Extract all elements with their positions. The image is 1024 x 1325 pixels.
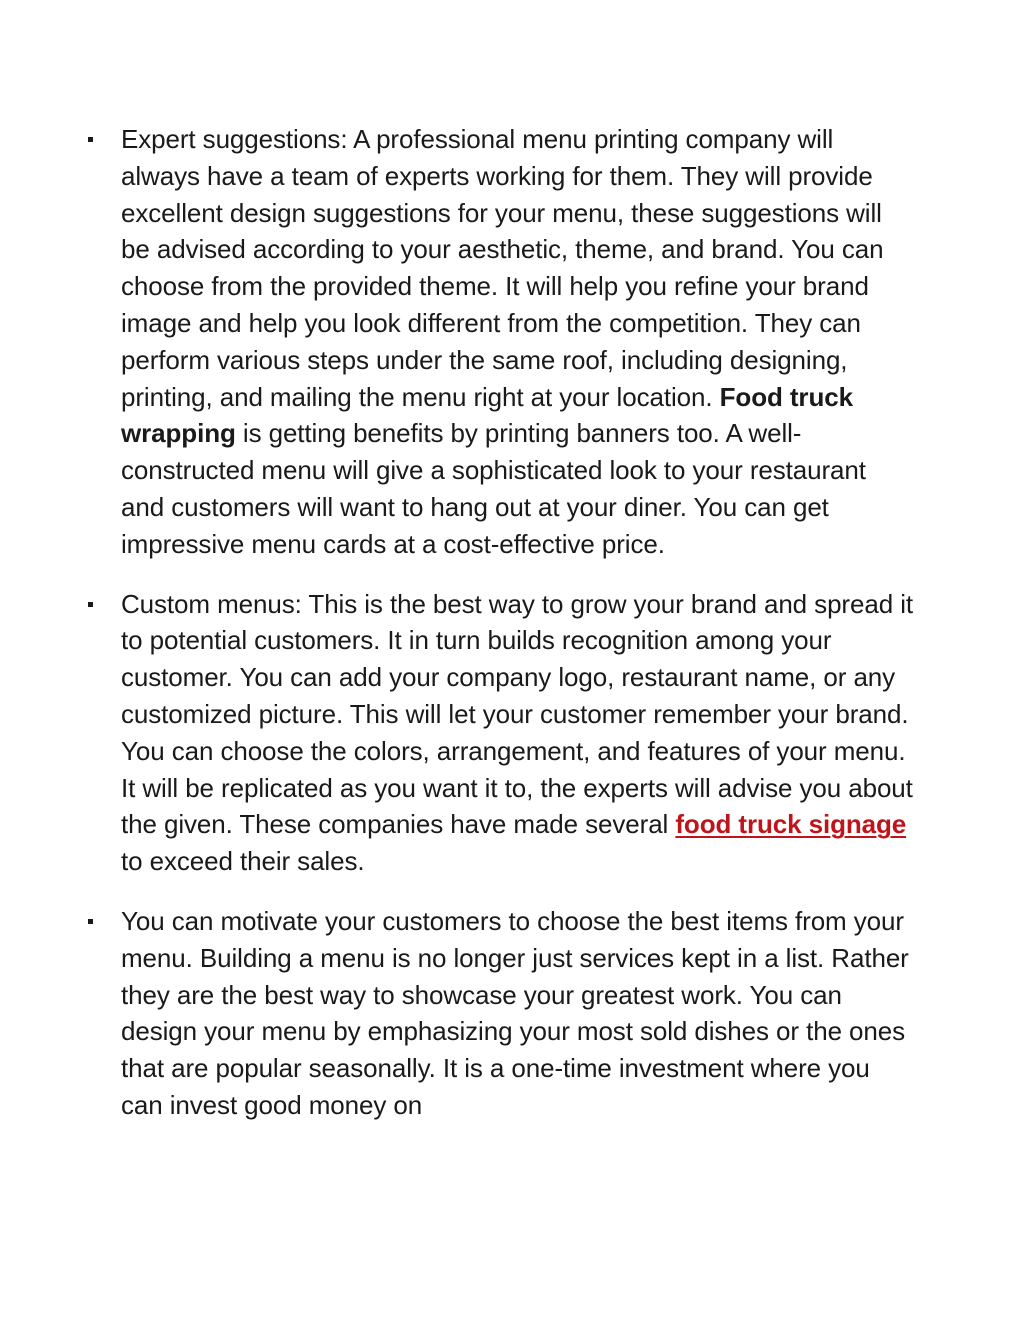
square-bullet-icon (88, 919, 93, 924)
paragraph-text: Expert suggestions: A professional menu printing company will always have a team of experts working for them. They will provide excellent design suggestions for your menu, these suggestions will be advised according to your aesthetic, theme, and brand. You can choose from the provided theme. It will help you refine your brand image and help you look different from the competition. They can perform various steps under the same roof, including designing, printing, and mailing the menu right at your location. (121, 124, 884, 412)
bold-phrase: Food truck wrapping (121, 381, 853, 449)
list-item-custom-menus (86, 586, 916, 880)
food-truck-signage-link[interactable]: food truck signage (675, 809, 907, 840)
paragraph-text: Custom menus: This is the best way to grow your brand and spread it to potential customers. It in turn builds recognition among your customer. You can add your company logo, restaurant name, or any customized picture. This will let your customer remember your brand. You can choose the colors, arrangement, and features of your menu. It will be replicated as you want it to, the experts will advise you about the given. These companies have made several (121, 588, 913, 840)
paragraph-text: to exceed their sales. (121, 846, 365, 877)
paragraph-text: is getting benefits by printing banners too. A well-constructed menu will give a sophisticated look to your restaurant and customers will want to hang out at your diner. You can get impressive menu cards at a cost-effective price. (121, 418, 866, 559)
list-item-expert-suggestions (86, 121, 916, 563)
square-bullet-icon (88, 137, 93, 142)
square-bullet-icon (88, 602, 93, 607)
paragraph-text: You can motivate your customers to choose the best items from your menu. Building a menu is no longer just services kept in a list. Rather they are the best way to showcase your greatest work. You can design your menu by emphasizing your most sold dishes or the ones that are popular seasonally. It is a one-time investment where you can invest good money on (121, 905, 909, 1120)
list-item-motivate-customers (86, 903, 916, 1124)
bullet-list (86, 121, 916, 1147)
